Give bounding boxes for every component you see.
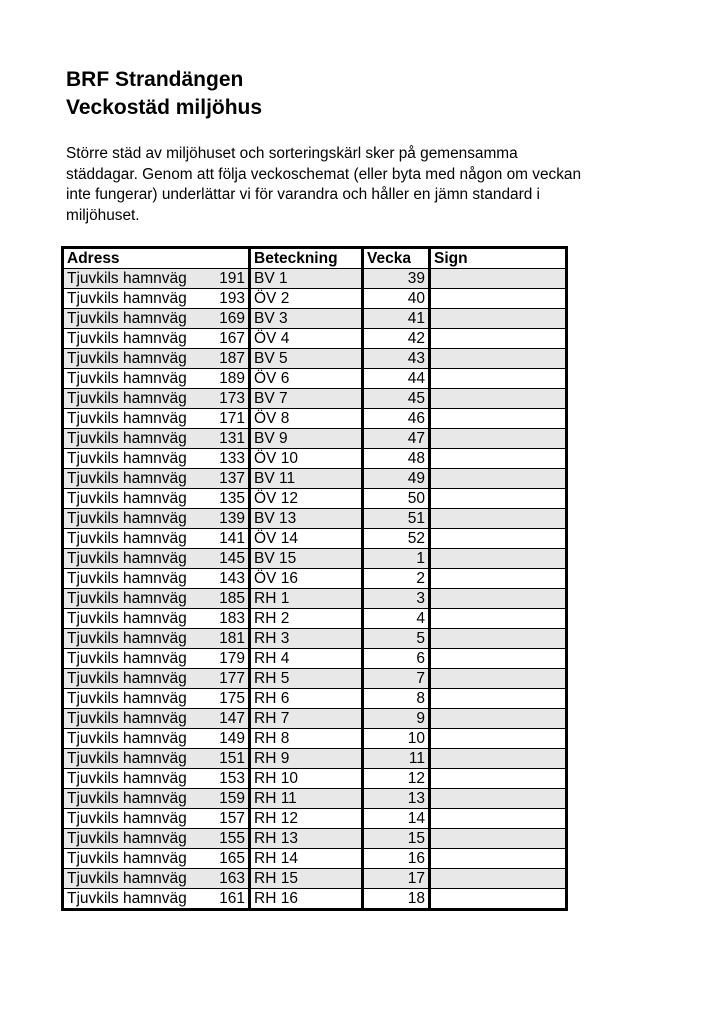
address-number-cell: 137 [200, 469, 250, 489]
address-street-cell: Tjuvkils hamnväg [63, 489, 201, 509]
table-row [63, 269, 567, 289]
address-number-cell: 159 [200, 789, 250, 809]
table-row [63, 769, 567, 789]
beteckning-cell: RH 4 [250, 649, 363, 669]
vecka-cell: 2 [363, 569, 430, 589]
address-number-cell: 149 [200, 729, 250, 749]
beteckning-cell: RH 6 [250, 689, 363, 709]
document-title [66, 66, 262, 122]
table-row [63, 829, 567, 849]
vecka-cell: 49 [363, 469, 430, 489]
sign-cell[interactable] [430, 289, 567, 309]
table-row [63, 749, 567, 769]
address-number-cell: 131 [200, 429, 250, 449]
table-row [63, 689, 567, 709]
beteckning-cell: ÖV 2 [250, 289, 363, 309]
beteckning-cell: RH 2 [250, 609, 363, 629]
vecka-cell: 46 [363, 409, 430, 429]
beteckning-cell: BV 1 [250, 269, 363, 289]
table-row [63, 809, 567, 829]
sign-cell[interactable] [430, 749, 567, 769]
sign-cell[interactable] [430, 509, 567, 529]
sign-cell[interactable] [430, 829, 567, 849]
address-number-cell: 177 [200, 669, 250, 689]
vecka-cell: 41 [363, 309, 430, 329]
table-row [63, 349, 567, 369]
address-number-cell: 145 [200, 549, 250, 569]
address-street-cell: Tjuvkils hamnväg [63, 369, 201, 389]
sign-cell[interactable] [430, 449, 567, 469]
address-street-cell: Tjuvkils hamnväg [63, 889, 201, 910]
sign-cell[interactable] [430, 809, 567, 829]
beteckning-cell: BV 15 [250, 549, 363, 569]
title-line-2: Veckostäd miljöhus [66, 96, 263, 119]
address-number-cell: 181 [200, 629, 250, 649]
beteckning-cell: RH 16 [250, 889, 363, 910]
cleaning-schedule-table [61, 246, 568, 911]
beteckning-cell: ÖV 14 [250, 529, 363, 549]
beteckning-cell: BV 5 [250, 349, 363, 369]
table-row [63, 729, 567, 749]
address-number-cell: 173 [200, 389, 250, 409]
beteckning-cell: BV 7 [250, 389, 363, 409]
vecka-cell: 18 [363, 889, 430, 910]
address-street-cell: Tjuvkils hamnväg [63, 629, 201, 649]
sign-cell[interactable] [430, 409, 567, 429]
vecka-cell: 44 [363, 369, 430, 389]
table-row [63, 389, 567, 409]
address-number-cell: 151 [200, 749, 250, 769]
beteckning-cell: BV 13 [250, 509, 363, 529]
beteckning-cell: ÖV 4 [250, 329, 363, 349]
table-row [63, 509, 567, 529]
address-street-cell: Tjuvkils hamnväg [63, 669, 201, 689]
sign-cell[interactable] [430, 389, 567, 409]
sign-cell[interactable] [430, 769, 567, 789]
address-street-cell: Tjuvkils hamnväg [63, 769, 201, 789]
vecka-cell: 15 [363, 829, 430, 849]
sign-cell[interactable] [430, 489, 567, 509]
sign-cell[interactable] [430, 529, 567, 549]
header-beteckning: Beteckning [250, 248, 363, 269]
beteckning-cell: RH 9 [250, 749, 363, 769]
address-street-cell: Tjuvkils hamnväg [63, 289, 201, 309]
table-row [63, 409, 567, 429]
address-number-cell: 155 [200, 829, 250, 849]
table-row [63, 709, 567, 729]
sign-cell[interactable] [430, 589, 567, 609]
address-number-cell: 189 [200, 369, 250, 389]
address-street-cell: Tjuvkils hamnväg [63, 709, 201, 729]
sign-cell[interactable] [430, 349, 567, 369]
address-number-cell: 143 [200, 569, 250, 589]
vecka-cell: 1 [363, 549, 430, 569]
vecka-cell: 5 [363, 629, 430, 649]
address-number-cell: 167 [200, 329, 250, 349]
header-vecka: Vecka [363, 248, 430, 269]
sign-cell[interactable] [430, 709, 567, 729]
address-number-cell: 157 [200, 809, 250, 829]
address-number-cell: 141 [200, 529, 250, 549]
address-number-cell: 179 [200, 649, 250, 669]
intro-paragraph: Större städ av miljöhuset och sorteringskärl sker på gemensamma städdagar. Genom att följa veckoschemat (eller byta med någon om veckan inte fungerar) underlättar vi för varandra och håller en jämn standard i miljöhuset. [66, 145, 582, 224]
table-row [63, 469, 567, 489]
address-number-cell: 139 [200, 509, 250, 529]
address-number-cell: 183 [200, 609, 250, 629]
address-street-cell: Tjuvkils hamnväg [63, 729, 201, 749]
address-street-cell: Tjuvkils hamnväg [63, 809, 201, 829]
vecka-cell: 52 [363, 529, 430, 549]
beteckning-cell: RH 7 [250, 709, 363, 729]
vecka-cell: 9 [363, 709, 430, 729]
vecka-cell: 3 [363, 589, 430, 609]
address-street-cell: Tjuvkils hamnväg [63, 869, 201, 889]
sign-cell[interactable] [430, 869, 567, 889]
address-street-cell: Tjuvkils hamnväg [63, 789, 201, 809]
vecka-cell: 43 [363, 349, 430, 369]
header-adress: Adress [63, 248, 250, 269]
sign-cell[interactable] [430, 469, 567, 489]
address-number-cell: 147 [200, 709, 250, 729]
table-row [63, 309, 567, 329]
vecka-cell: 11 [363, 749, 430, 769]
address-number-cell: 175 [200, 689, 250, 709]
address-number-cell: 133 [200, 449, 250, 469]
beteckning-cell: ÖV 10 [250, 449, 363, 469]
address-number-cell: 191 [200, 269, 250, 289]
sign-cell[interactable] [430, 369, 567, 389]
beteckning-cell: RH 15 [250, 869, 363, 889]
address-street-cell: Tjuvkils hamnväg [63, 589, 201, 609]
vecka-cell: 47 [363, 429, 430, 449]
address-street-cell: Tjuvkils hamnväg [63, 409, 201, 429]
beteckning-cell: ÖV 8 [250, 409, 363, 429]
address-street-cell: Tjuvkils hamnväg [63, 469, 201, 489]
sign-cell[interactable] [430, 689, 567, 709]
sign-cell[interactable] [430, 309, 567, 329]
table-row [63, 869, 567, 889]
beteckning-cell: ÖV 6 [250, 369, 363, 389]
address-street-cell: Tjuvkils hamnväg [63, 329, 201, 349]
table-row [63, 549, 567, 569]
address-street-cell: Tjuvkils hamnväg [63, 449, 201, 469]
address-street-cell: Tjuvkils hamnväg [63, 269, 201, 289]
vecka-cell: 4 [363, 609, 430, 629]
beteckning-cell: ÖV 16 [250, 569, 363, 589]
header-sign: Sign [430, 248, 567, 269]
sign-cell[interactable] [430, 669, 567, 689]
vecka-cell: 50 [363, 489, 430, 509]
address-street-cell: Tjuvkils hamnväg [63, 509, 201, 529]
vecka-cell: 51 [363, 509, 430, 529]
table-row [63, 289, 567, 309]
vecka-cell: 42 [363, 329, 430, 349]
vecka-cell: 13 [363, 789, 430, 809]
vecka-cell: 45 [363, 389, 430, 409]
address-number-cell: 135 [200, 489, 250, 509]
vecka-cell: 6 [363, 649, 430, 669]
table-row [63, 649, 567, 669]
sign-cell[interactable] [430, 729, 567, 749]
table-row [63, 329, 567, 349]
vecka-cell: 10 [363, 729, 430, 749]
address-street-cell: Tjuvkils hamnväg [63, 309, 201, 329]
address-street-cell: Tjuvkils hamnväg [63, 429, 201, 449]
table-header-row [63, 248, 567, 269]
vecka-cell: 16 [363, 849, 430, 869]
beteckning-cell: RH 3 [250, 629, 363, 649]
vecka-cell: 17 [363, 869, 430, 889]
sign-cell[interactable] [430, 269, 567, 289]
beteckning-cell: RH 12 [250, 809, 363, 829]
sign-cell[interactable] [430, 789, 567, 809]
title-line-1: BRF Strandängen [66, 68, 244, 91]
beteckning-cell: RH 13 [250, 829, 363, 849]
address-street-cell: Tjuvkils hamnväg [63, 849, 201, 869]
table-row [63, 489, 567, 509]
vecka-cell: 39 [363, 269, 430, 289]
sign-cell[interactable] [430, 889, 567, 910]
table-row [63, 429, 567, 449]
table-row [63, 369, 567, 389]
address-street-cell: Tjuvkils hamnväg [63, 389, 201, 409]
sign-cell[interactable] [430, 329, 567, 349]
vecka-cell: 7 [363, 669, 430, 689]
address-street-cell: Tjuvkils hamnväg [63, 349, 201, 369]
vecka-cell: 14 [363, 809, 430, 829]
sign-cell[interactable] [430, 629, 567, 649]
address-number-cell: 171 [200, 409, 250, 429]
beteckning-cell: RH 1 [250, 589, 363, 609]
address-street-cell: Tjuvkils hamnväg [63, 689, 201, 709]
vecka-cell: 40 [363, 289, 430, 309]
table-row [63, 569, 567, 589]
vecka-cell: 8 [363, 689, 430, 709]
table-row [63, 849, 567, 869]
vecka-cell: 12 [363, 769, 430, 789]
beteckning-cell: RH 14 [250, 849, 363, 869]
table-row [63, 889, 567, 910]
address-street-cell: Tjuvkils hamnväg [63, 749, 201, 769]
sign-cell[interactable] [430, 849, 567, 869]
address-street-cell: Tjuvkils hamnväg [63, 549, 201, 569]
beteckning-cell: BV 3 [250, 309, 363, 329]
table-row [63, 789, 567, 809]
table-row [63, 449, 567, 469]
address-number-cell: 163 [200, 869, 250, 889]
address-number-cell: 153 [200, 769, 250, 789]
address-number-cell: 185 [200, 589, 250, 609]
beteckning-cell: ÖV 12 [250, 489, 363, 509]
sign-cell[interactable] [430, 549, 567, 569]
beteckning-cell: RH 8 [250, 729, 363, 749]
table-row [63, 589, 567, 609]
address-number-cell: 187 [200, 349, 250, 369]
address-street-cell: Tjuvkils hamnväg [63, 529, 201, 549]
table-row [63, 669, 567, 689]
table-row [63, 609, 567, 629]
sign-cell[interactable] [430, 569, 567, 589]
table-row [63, 629, 567, 649]
beteckning-cell: BV 11 [250, 469, 363, 489]
address-number-cell: 169 [200, 309, 250, 329]
address-street-cell: Tjuvkils hamnväg [63, 829, 201, 849]
beteckning-cell: RH 5 [250, 669, 363, 689]
beteckning-cell: RH 10 [250, 769, 363, 789]
vecka-cell: 48 [363, 449, 430, 469]
sign-cell[interactable] [430, 649, 567, 669]
address-street-cell: Tjuvkils hamnväg [63, 649, 201, 669]
sign-cell[interactable] [430, 609, 567, 629]
address-number-cell: 161 [200, 889, 250, 910]
table-row [63, 529, 567, 549]
address-street-cell: Tjuvkils hamnväg [63, 609, 201, 629]
beteckning-cell: RH 11 [250, 789, 363, 809]
beteckning-cell: BV 9 [250, 429, 363, 449]
sign-cell[interactable] [430, 429, 567, 449]
address-number-cell: 193 [200, 289, 250, 309]
address-number-cell: 165 [200, 849, 250, 869]
address-street-cell: Tjuvkils hamnväg [63, 569, 201, 589]
